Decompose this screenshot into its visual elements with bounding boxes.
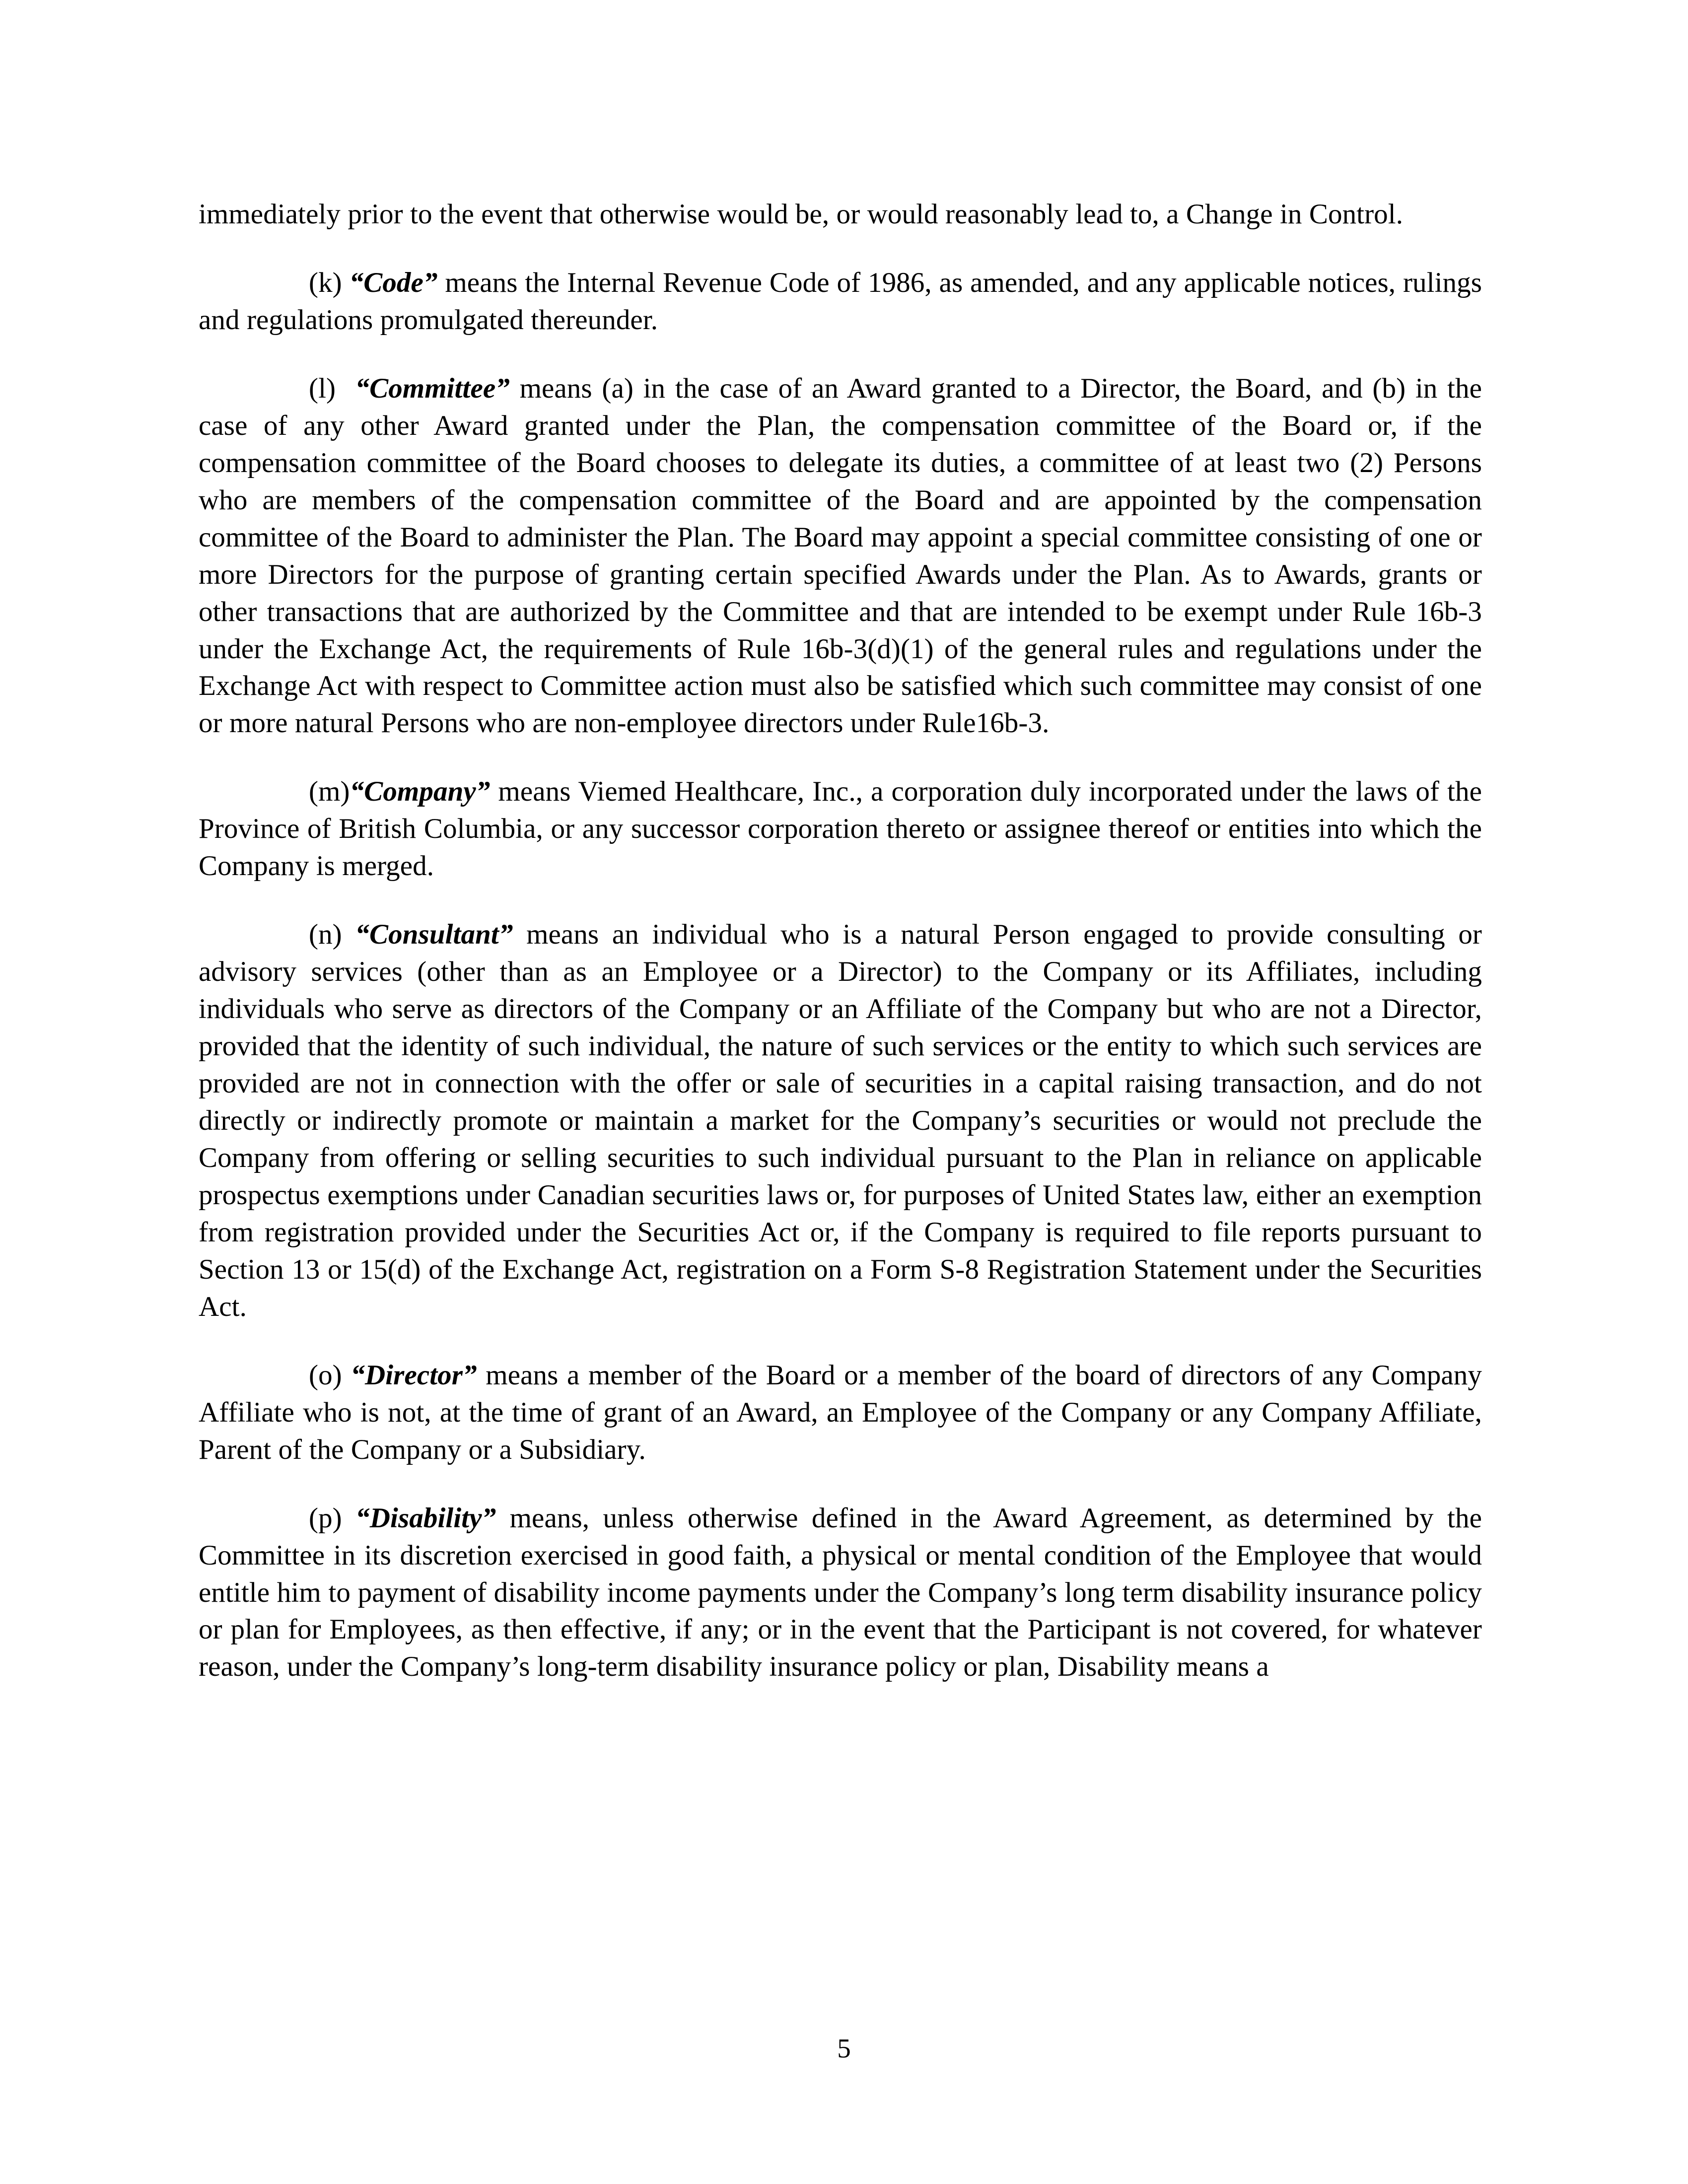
paragraph-spacer (199, 1469, 1482, 1500)
page-body (199, 196, 1482, 1686)
clause-label-n: (n) (309, 919, 342, 951)
paragraph-o-director (199, 1357, 1482, 1469)
paragraph-k-text: means the Internal Revenue Code of 1986, as amended, and any applicable notices, rulings and regulations promulgated thereunder. (199, 267, 1482, 336)
defined-term-committee: “Committee” (355, 372, 510, 404)
paragraph-spacer (199, 742, 1482, 773)
paragraph-m-company (199, 773, 1482, 885)
defined-term-code: “Code” (349, 267, 438, 298)
page-number: 5 (837, 2033, 851, 2063)
paragraph-continuation-text: immediately prior to the event that otherwise would be, or would reasonably lead to, a Change in Control. (199, 199, 1404, 230)
paragraph-spacer (199, 1326, 1482, 1357)
paragraph-spacer (199, 233, 1482, 265)
clause-label-m: (m) (309, 776, 350, 808)
paragraph-spacer (199, 339, 1482, 370)
paragraph-o-text: means a member of the Board or a member of the board of directors of any Company Affiliate who is not, at the time of grant of an Award, an Employee of the Company or any Company Affiliate, Parent of the Company or a Subsidiary. (199, 1359, 1482, 1465)
defined-term-director: “Director” (351, 1359, 477, 1391)
paragraph-k-code (199, 265, 1482, 339)
paragraph-continuation (199, 196, 1482, 233)
paragraph-l-committee (199, 370, 1482, 743)
defined-term-company: “Company” (350, 776, 491, 808)
clause-label-k: (k) (309, 267, 342, 298)
paragraph-n-consultant (199, 916, 1482, 1325)
clause-label-l: (l) (309, 372, 336, 404)
paragraph-l-text: means (a) in the case of an Award granted to a Director, the Board, and (b) in the case of any other Award granted under the Plan, the compensation committee of the Board or, if the compensation committee of the Board chooses to delegate its duties, a committee of at least two (2) Persons who are members of the compensation committee of the Board and are appointed by the compensation committee of the Board to administer the Plan. The Board may appoint a special committee consisting of one or more Directors for the purpose of granting certain specified Awards under the Plan. As to Awards, grants or other transactions that are authorized by the Committee and that are intended to be exempt under Rule 16b-3 under the Exchange Act, the requirements of Rule 16b-3(d)(1) of the general rules and regulations under the Exchange Act with respect to Committee action must also be satisfied which such committee may consist of one or more natural Persons who are non-employee directors under Rule16b-3. (199, 372, 1482, 739)
paragraph-m-text: means Viemed Healthcare, Inc., a corporation duly incorporated under the laws of the Province of British Columbia, or any successor corporation thereto or assignee thereof or entities into which the Company is merged. (199, 776, 1482, 882)
defined-term-consultant: “Consultant” (355, 919, 513, 951)
paragraph-p-disability (199, 1500, 1482, 1686)
clause-label-p: (p) (309, 1502, 342, 1534)
paragraph-spacer (199, 885, 1482, 916)
defined-term-disability: “Disability” (355, 1502, 496, 1534)
paragraph-n-text: means an individual who is a natural Person engaged to provide consulting or advisory services (other than as an Employee or a Director) to the Company or its Affiliates, including individuals who serve as directors of the Company or an Affiliate of the Company but who are not a Director, provided that the identity of such individual, the nature of such services or the entity to which such services are provided are not in connection with the offer or sale of securities in a capital raising transaction, and do not directly or indirectly promote or maintain a market for the Company’s securities or would not preclude the Company from offering or selling securities to such individual pursuant to the Plan in reliance on applicable prospectus exemptions under Canadian securities laws or, for purposes of United States law, either an exemption from registration provided under the Securities Act or, if the Company is required to file reports pursuant to Section 13 or 15(d) of the Exchange Act, registration on a Form S-8 Registration Statement under the Securities Act. (199, 919, 1482, 1322)
clause-label-o: (o) (309, 1359, 342, 1391)
paragraph-p-text: means, unless otherwise defined in the Award Agreement, as determined by the Committee in its discretion exercised in good faith, a physical or mental condition of the Employee that would entitle him to payment of disability income payments under the Company’s long term disability insurance policy or plan for Employees, as then effective, if any; or in the event that the Participant is not covered, for whatever reason, under the Company’s long-term disability insurance policy or plan, Disability means a (199, 1502, 1482, 1683)
